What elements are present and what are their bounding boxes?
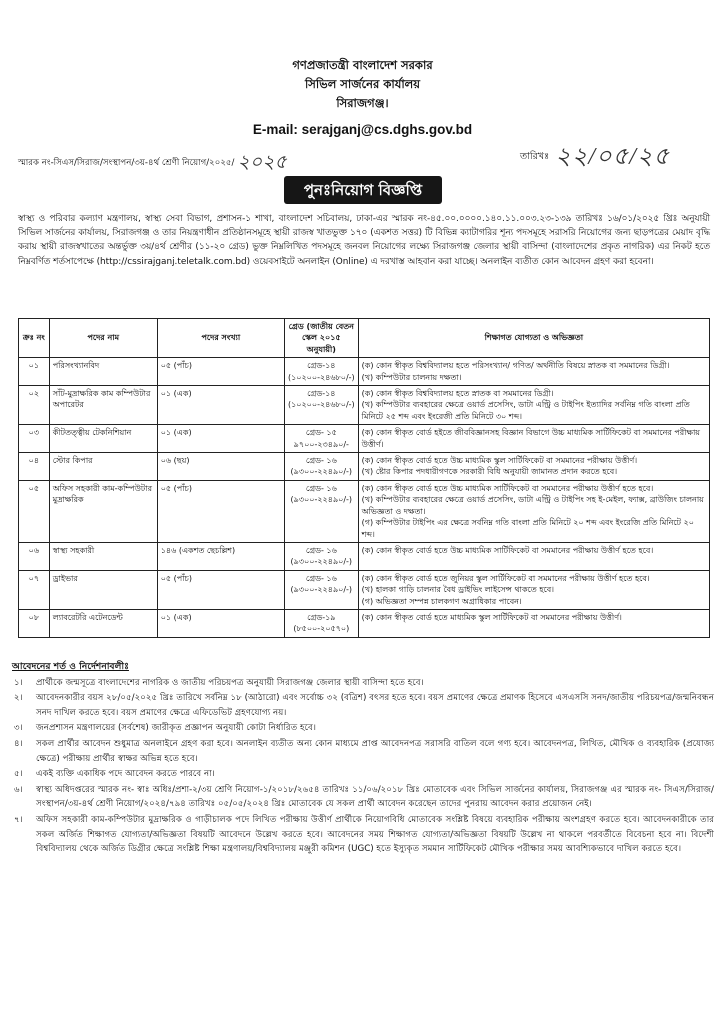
row-qualification [358, 425, 709, 453]
condition-text: আবেদনকারীর বয়স ২৮/০৫/২০২৫ খ্রিঃ তারিখে সর্বনিম্ন ১৮ (আঠারো) এবং সর্বোচ্চ ৩২ (বত্রিশ) বৎসর হতে হবে। বয়স প্রমাণের ক্ষেত্রে প্রমাণক হিসেবে এসএসসি সনদ/জাতীয় পরিচয়পত্র/জন্মনিবন্ধন সনদ দাখিল করতে হবে। বয়স প্রমাণের ক্ষেত্রে এফিডেভিট গ্রহণযোগ্য নয়। [36, 693, 714, 718]
row-post-count: ০৫ (পাঁচ) [157, 570, 284, 609]
condition-text: অফিস সহকারী কাম-কম্পিউটার মুদ্রাক্ষরিক ও গাড়ীচালক পদে লিখিত পরীক্ষায় উত্তীর্ণ প্রার্থীকে নিয়োগবিধি মোতাবেক সংশ্লিষ্ট বিষয়ে ব্যবহারিক পরীক্ষায় অংশগ্রহণ করতে হবে। আবেদনকারীকে তার সকল অর্জিত শিক্ষাগত যোগ্যতা/অভিজ্ঞতা বিষয়টি আবেদনে উল্লেখ করতে হবে। আবেদনের সময় শিক্ষাগত যোগ্যতা/অভিজ্ঞতা বিষয়টি উল্লেখ না থাকলে পরবর্তীতে বিবেচনা হবে না। বিদেশী বিশ্ববিদ্যালয় থেকে অর্জিত ডিগ্রীর ক্ষেত্রে সংশ্লিষ্ট শিক্ষা মন্ত্রণালয়/বিশ্ববিদ্যালয় মঞ্জুরী কমিশন (UGC) হতে ইস্যুকৃত সমমান সার্টিফিকেট মৌখিক পরীক্ষার সময় আবশ্যিকভাবে দাখিল করতে হবে। [36, 814, 714, 855]
row-serial: ০৪ [19, 453, 50, 481]
condition-text: প্রার্থীকে জন্মসূত্রে বাংলাদেশের নাগরিক ও জাতীয় পরিচয়পত্র অনুযায়ী সিরাজগঞ্জ জেলার স্থায়ী বাসিন্দা হতে হবে। [36, 677, 424, 688]
row-serial: ০৮ [19, 609, 50, 637]
grade-label: গ্রেড- ১৬ [305, 545, 337, 555]
condition-item [12, 737, 714, 766]
row-post-count: ০১ (এক) [157, 425, 284, 453]
row-post-name: স্বাস্থ্য সহকারী [49, 542, 157, 570]
office-header [0, 56, 725, 113]
row-post-name: পরিসংখ্যানবিদ [49, 358, 157, 386]
table-row [19, 358, 710, 386]
header-post-name: পদের নাম [49, 319, 157, 358]
qualification-line: (খ) ষ্টোর কিপার পদধারীগণকে সরকারী বিধি অনুযায়ী জামানত প্রদান করতে হবে। [361, 467, 618, 477]
grade-label: গ্রেড- ১৬ [305, 456, 337, 466]
conditions-list [12, 676, 714, 857]
row-grade [284, 453, 358, 481]
memo-label: স্মারক নং-সিএস/সিরাজ/সংস্থাপন/৩য়-৪র্থ শ্রেণী নিয়োগ/২০২৫/ [18, 158, 235, 168]
conditions-title: আবেদনের শর্ত ও নির্দেশনাবলীঃ [12, 661, 129, 672]
condition-number: ২। [14, 693, 23, 704]
condition-item [12, 813, 714, 857]
condition-number: ৫। [14, 769, 23, 780]
row-grade [284, 542, 358, 570]
date-label: তারিখঃ [520, 151, 550, 162]
office-name: সিভিল সার্জনের কার্যালয় [304, 77, 421, 91]
grade-label: গ্রেড-১৪ [307, 389, 336, 399]
qualification-line: (ক) কোন স্বীকৃত বোর্ড হতে মাধ্যমিক স্কুল সার্টিফিকেট বা সমমানের পরীক্ষায় উত্তীর্ণ। [361, 612, 622, 622]
row-post-name: কীটতত্ত্বীয় টেকনিশিয়ান [49, 425, 157, 453]
condition-text: স্বাস্থ্য অধিদপ্তরের স্মারক নং- স্বাঃ অধিঃ/প্রশা-২/৩য় শ্রেণি নিয়োগ-১/২০১৮/২৬৫৪ তারিখঃ ১১/০৬/২০১৮ খ্রিঃ মোতাবেক এবং সিভিল সার্জনের কার্যালয়, সিরাজগঞ্জ এর স্মারক নং- সিএস/সিরাজ/সংস্থাপন/৩য়-৪র্থ শ্রেণী নিয়োগ/২০২৪/৭৯৪ তারিখঃ ০৫/০৫/২০২৪ খ্রিঃ মোতাবেক যে সকল প্রার্থী আবেদন করেছেন তাদের পুনরায় আবেদন করার প্রয়োজন নেই। [36, 784, 714, 810]
posts-table [18, 318, 710, 638]
row-qualification [358, 386, 709, 425]
notice-date [520, 138, 670, 178]
district-name: সিরাজগঞ্জ। [336, 96, 389, 110]
table-row [19, 425, 710, 453]
condition-text: একই ব্যক্তি একাধিক পদে আবেদন করতে পারবে না। [36, 769, 215, 780]
posts-table-body [19, 358, 710, 638]
row-post-count: ০১ (এক) [157, 609, 284, 637]
row-post-count: ০৫ (পাঁচ) [157, 358, 284, 386]
row-serial: ০৭ [19, 570, 50, 609]
header-qualification: শিক্ষাগত যোগ্যতা ও অভিজ্ঞতা [358, 319, 709, 358]
row-serial: ০৬ [19, 542, 50, 570]
pay-scale: (১০২০০-২৪৬৮০/-) [287, 372, 355, 382]
qualification-line: (গ) কম্পিউটার টাইপিং এর ক্ষেত্রে সর্বনিম্ন গতি বাংলা প্রতি মিনিটে ২০ শব্দ এবং ইংরেজি প্রতি মিনিটে ২০ শব্দ। [361, 518, 694, 539]
grade-label: গ্রেড- ১৫ [305, 428, 337, 438]
qualification-line: (ক) কোন স্বীকৃত বোর্ড হতে উচ্চ মাধ্যমিক স্কুল সার্টিফিকেট বা সমমানের পরীক্ষায় উত্তীর্ণ। [361, 456, 638, 466]
condition-number: ১। [14, 677, 23, 688]
qualification-line: (খ) হালকা গাড়ি চালনার বৈধ ড্রাইভিং লাইসেন্স থাকতে হবে। [361, 585, 555, 595]
row-serial: ০২ [19, 386, 50, 425]
condition-item [12, 721, 714, 736]
row-grade [284, 570, 358, 609]
pay-scale: (৮৫০০-২০৫৭০) [293, 624, 350, 634]
table-row [19, 453, 710, 481]
table-row [19, 480, 710, 542]
grade-label: গ্রেড- ১৬ [305, 483, 337, 493]
qualification-line: (খ) কম্পিউটার ব্যবহারের ক্ষেত্রে ওয়ার্ড প্রসেসিং, ডাটা এন্ট্রি ও টাইপিং সহ ই-মেইল, ফ্যাক্স, ব্রাউজিং চালনায় অভিজ্ঞতা ও দক্ষতা। [361, 495, 704, 516]
row-qualification [358, 609, 709, 637]
qualification-line: (গ) অভিজ্ঞতা সম্পন্ন চালকগণ অগ্রাধিকার পাবেন। [361, 596, 522, 606]
qualification-line: (ক) কোন স্বীকৃত বিশ্ববিদ্যালয় হতে পরিসংখ্যান/ গণিত/ অর্থনীতি বিষয়ে স্নাতক বা সমমানের ডিগ্রী। [361, 361, 670, 371]
memo-reference [18, 148, 287, 180]
intro-paragraph: স্বাস্থ্য ও পরিবার কল্যাণ মন্ত্রণালয়, স্বাস্থ্য সেবা বিভাগ, প্রশাসন-১ শাখা, বাংলাদেশ সচিবালয়, ঢাকা-এর স্মারক নং-৪৫.০০.০০০০.১৪০.১১.০০৩.২৩-১৩৯ তারিখঃ ১৬/০১/২০২৫ খ্রিঃ অনুযায়ী সিভিল সার্জনের কার্যালয়, সিরাজগঞ্জ ও তার নিয়ন্ত্রণাধীন প্রতিষ্ঠানসমূহে স্থায়ী রাজস্ব খাতভুক্ত ১৭০ (একশত সত্তর) টি বিভিন্ন ক্যাটাগরির শূন্য পদসমূহে সরাসরি নিয়োগের জন্য ছাড়পত্রের মেয়াদ বৃদ্ধি করায় স্থায়ী রাজস্বখাতের অন্তর্ভুক্ত ৩য়/৪র্থ শ্রেণীর (১১-২০ গ্রেড) ভুক্ত নিম্নলিখিত পদসমূহে জনবল নিয়োগের লক্ষ্যে সিরাজগঞ্জ জেলার স্থায়ী বাসিন্দা (বাংলাদেশের প্রকৃত নাগরিক) এর নিকট হতে নিম্নবর্ণিত শর্তসাপেক্ষে (http://cssirajganj.teletalk.com.bd) ওয়েবসাইটে অনলাইন (Online) এ দরখাস্ত আহবান করা যাচ্ছে। অনলাইন ব্যতীত কোন আবেদন গ্রহণ করা হবেনা। [18, 214, 710, 267]
row-grade [284, 425, 358, 453]
row-post-name: ল্যাবরেটরি এটেনডেন্ট [49, 609, 157, 637]
row-qualification [358, 480, 709, 542]
notice-title: পুনঃনিয়োগ বিজ্ঞপ্তি [284, 176, 442, 204]
row-post-name: অফিস সহকারী কাম-কম্পিউটার মুদ্রাক্ষরিক [49, 480, 157, 542]
qualification-line: (খ) কম্পিউটার চালনায় দক্ষতা। [361, 372, 462, 382]
condition-item [12, 676, 714, 691]
condition-text: জনপ্রশাসন মন্ত্রণালয়ের (সর্বশেষ) জারীকৃত প্রজ্ঞাপন অনুযায়ী কোটা নির্ধারিত হবে। [36, 723, 316, 734]
row-qualification [358, 453, 709, 481]
qualification-line: (ক) কোন স্বীকৃত বোর্ড হতে উচ্চ মাধ্যমিক সার্টিফিকেট বা সমমানের পরীক্ষায় উত্তীর্ণ হতে হবে। [361, 545, 654, 555]
table-row [19, 609, 710, 637]
condition-number: ৩। [14, 723, 23, 734]
row-post-count: ০১ (এক) [157, 386, 284, 425]
row-grade [284, 480, 358, 542]
office-email: E-mail: serajganj@cs.dghs.gov.bd [252, 122, 473, 137]
row-post-count: ১৪৬ (একশত ছেচল্লিশ) [157, 542, 284, 570]
row-serial: ০৩ [19, 425, 50, 453]
condition-number: ৪। [14, 738, 23, 749]
row-post-name: স্টোর কিপার [49, 453, 157, 481]
row-grade [284, 358, 358, 386]
table-header-row [19, 319, 710, 358]
pay-scale: (৯৩০০-২২৪৯০/-) [290, 585, 353, 595]
table-row [19, 542, 710, 570]
pay-scale: (৯৩০০-২২৪৯০/-) [290, 557, 353, 567]
row-post-count: ০৬ (ছয়) [157, 453, 284, 481]
table-row [19, 386, 710, 425]
condition-item [12, 691, 714, 720]
header-serial: ক্রঃ নং [19, 319, 50, 358]
header-grade: গ্রেড (জাতীয় বেতন স্কেল ২০১৫ অনুযায়ী) [284, 319, 358, 358]
condition-number: ৬। [14, 784, 23, 795]
condition-text: সকল প্রার্থীর আবেদন শুধুমাত্র অনলাইনে গ্রহণ করা হবে। অনলাইন ব্যতীত অন্য কোন মাধ্যমে প্রাপ্ত আবেদনপত্র সরাসরি বাতিল বলে গণ্য হবে। আবেদনপত্র, লিখিত, মৌখিক ও ব্যবহারিক (প্রযোজ্য ক্ষেত্রে) পরীক্ষায় প্রার্থীর স্বাক্ষর অভিন্ন হতে হবে। [36, 738, 714, 764]
date-handwritten: ২২/০৫/২৫ [555, 144, 671, 170]
pay-scale: (৯৩০০-২২৪৯০/-) [290, 467, 353, 477]
pay-scale: (৯৩০০-২২৪৯০/-) [290, 495, 353, 505]
memo-handwritten-number: ২০২৫ [237, 152, 287, 173]
row-grade [284, 386, 358, 425]
row-grade [284, 609, 358, 637]
pay-scale: (১০২০০-২৪৬৮০/-) [287, 400, 355, 410]
row-serial: ০১ [19, 358, 50, 386]
grade-label: গ্রেড-১৯ [307, 612, 336, 622]
qualification-line: (ক) কোন স্বীকৃত বোর্ড হইতে জীববিজ্ঞানসহ বিজ্ঞান বিভাগে উচ্চ মাধ্যমিক সার্টিফিকেট বা সমমানের পরীক্ষায় উত্তীর্ণ। [361, 428, 700, 449]
grade-label: গ্রেড- ১৬ [305, 573, 337, 583]
government-name: গণপ্রজাতন্ত্রী বাংলাদেশ সরকার [292, 58, 433, 72]
row-post-name: ড্রাইভার [49, 570, 157, 609]
grade-label: গ্রেড-১৪ [307, 361, 336, 371]
row-qualification [358, 358, 709, 386]
row-qualification [358, 570, 709, 609]
qualification-line: (ক) কোন স্বীকৃত বোর্ড হতে উচ্চ মাধ্যমিক সার্টিফিকেট বা সমমানের পরীক্ষায় উত্তীর্ণ হতে হবে। [361, 483, 654, 493]
row-serial: ০৫ [19, 480, 50, 542]
qualification-line: (ক) কোন স্বীকৃত বোর্ড হতে জুনিয়র স্কুল সার্টিফিকেট বা সমমানের পরীক্ষায় উত্তীর্ণ হতে হবে। [361, 573, 650, 583]
qualification-line: (ক) কোন স্বীকৃত বিশ্ববিদ্যালয় হতে স্নাতক বা সমমানের ডিগ্রী। [361, 389, 554, 399]
qualification-line: (খ) কম্পিউটার ব্যবহারের ক্ষেত্রে ওয়ার্ড প্রসেসিং, ডাটা এন্ট্রি ও টাইপিং ইত্যাদির সর্বনিম্ন গতি বাংলা প্রতি মিনিটে ২৫ শব্দ এবং ইংরেজী প্রতি মিনিটে ৩০ শব্দ। [361, 400, 690, 421]
condition-item [12, 767, 714, 782]
row-post-count: ০৫ (পাঁচ) [157, 480, 284, 542]
table-row [19, 570, 710, 609]
pay-scale: ৯৭০০-২৩৪৯০/- [293, 439, 349, 449]
header-post-count: পদের সংখ্যা [157, 319, 284, 358]
condition-item [12, 783, 714, 812]
row-qualification [358, 542, 709, 570]
row-post-name: সাঁট-মুদ্রাক্ষরিক কাম কম্পিউটার অপারেটর [49, 386, 157, 425]
condition-number: ৭। [14, 814, 23, 825]
conditions-section [12, 660, 714, 857]
